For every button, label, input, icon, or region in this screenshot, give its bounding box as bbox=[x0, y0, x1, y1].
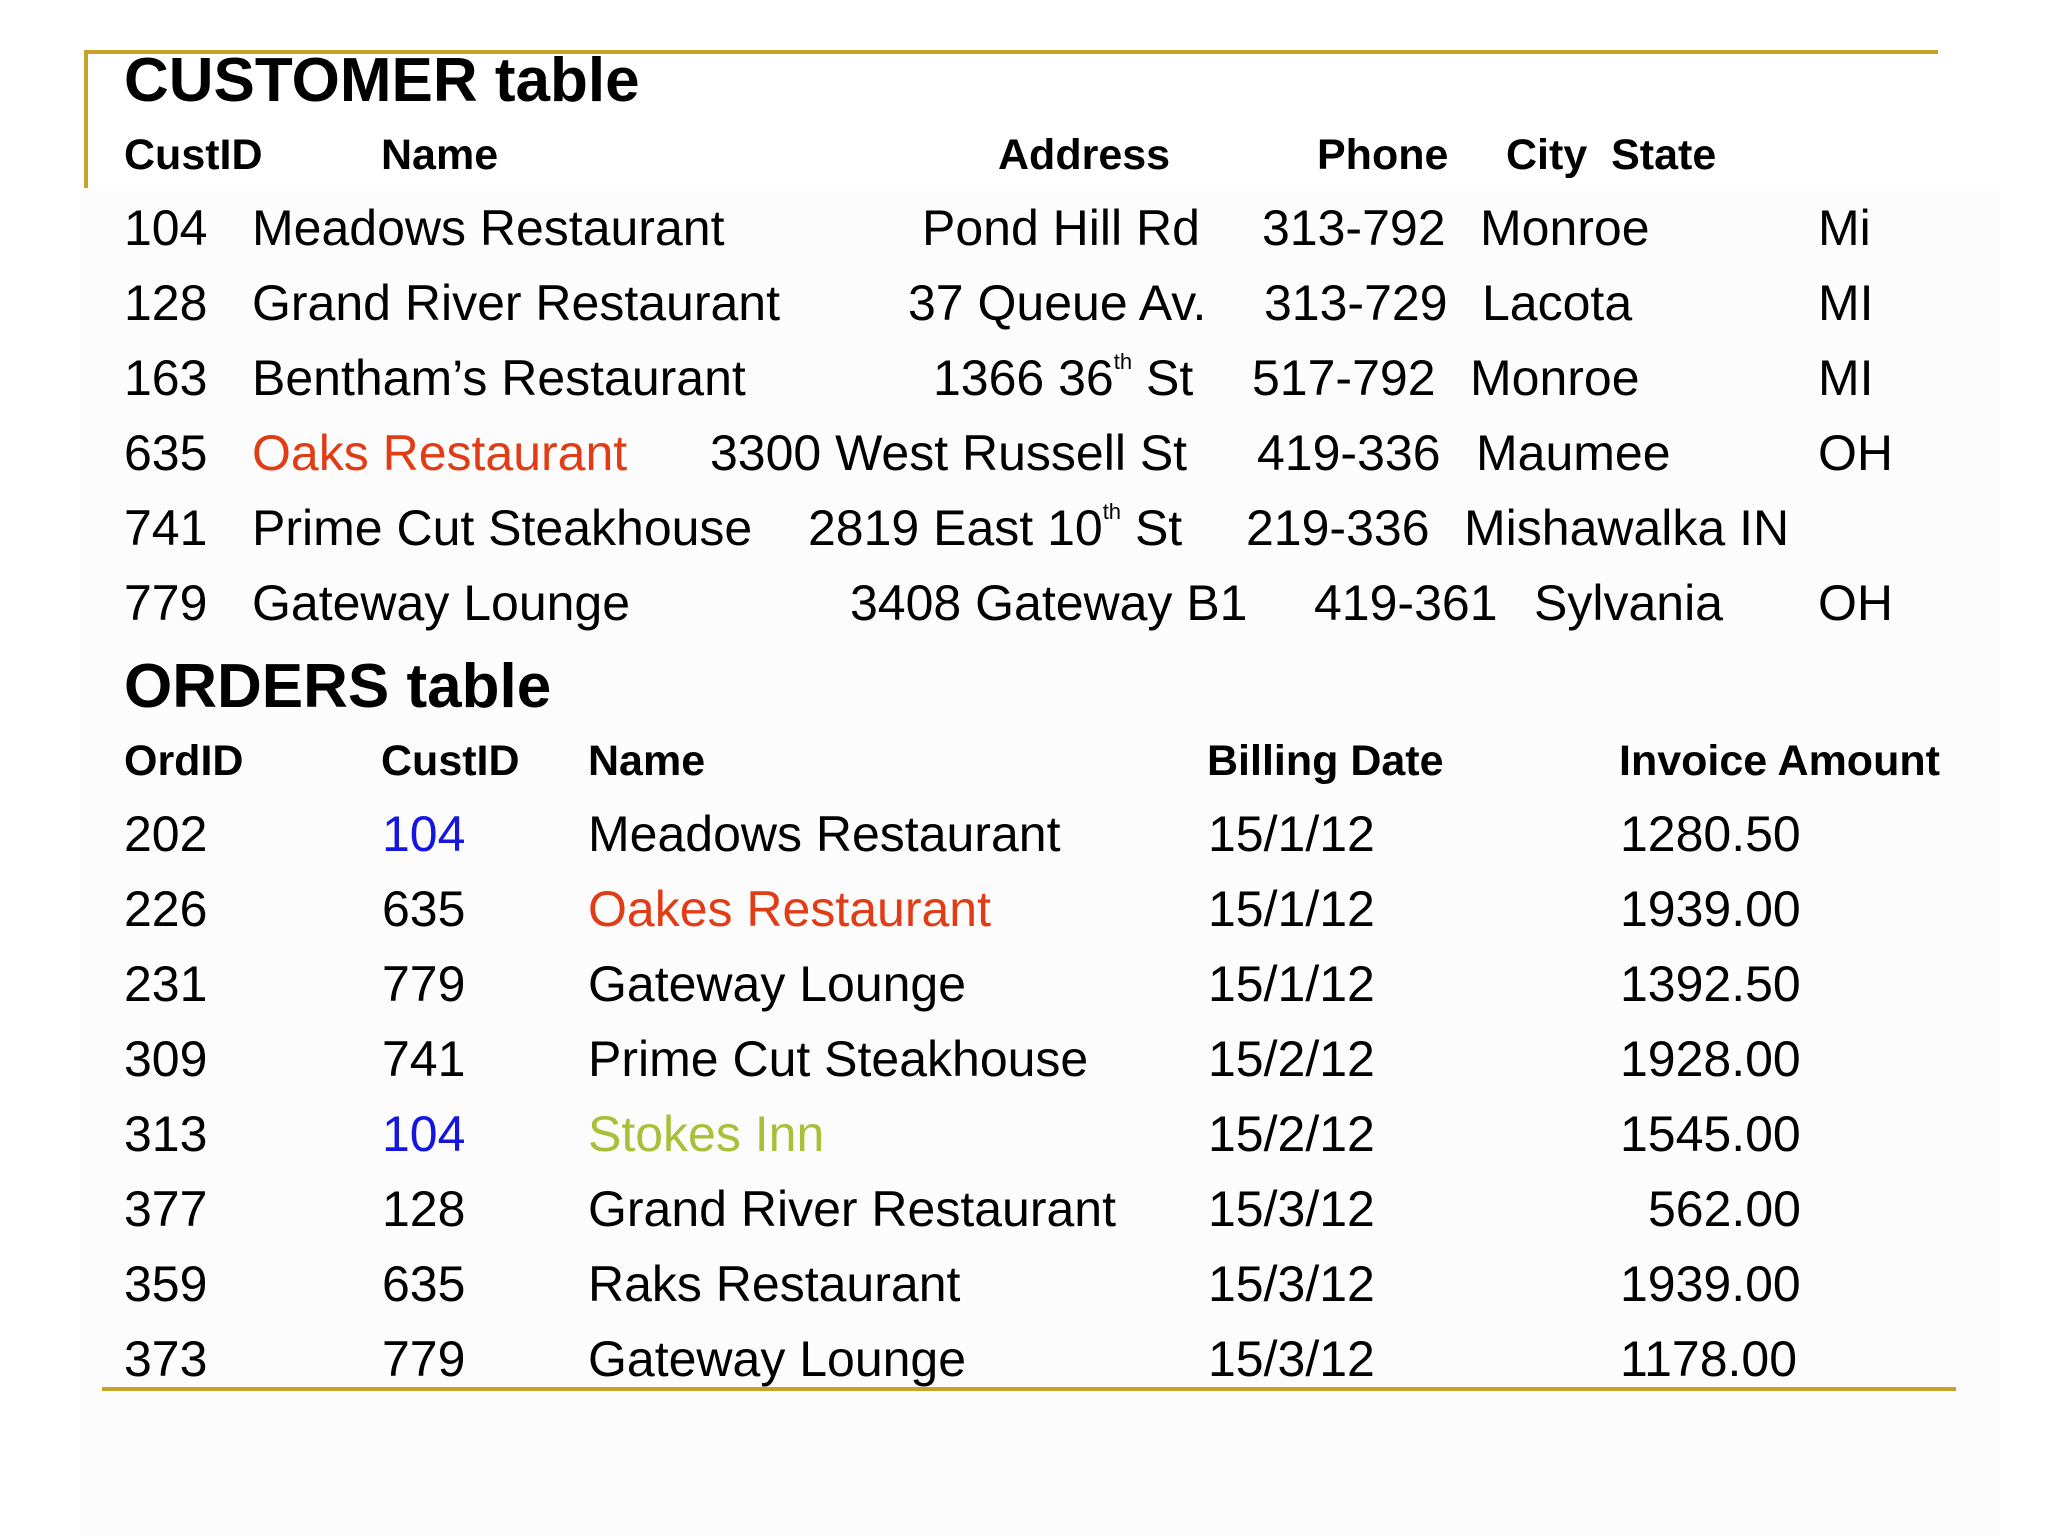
orders-cell-date: 15/1/12 bbox=[1208, 881, 1375, 937]
customer-cell-phone: 219-336 bbox=[1246, 500, 1430, 556]
orders-cell-amount: 1545.00 bbox=[1620, 1106, 1801, 1162]
customer-cell-address: Pond Hill Rd bbox=[922, 200, 1200, 256]
customer-cell-name: Grand River Restaurant bbox=[252, 275, 781, 331]
customer-header-city-state: City State bbox=[1506, 131, 1717, 179]
customer-cell-city: Lacota bbox=[1482, 275, 1633, 331]
orders-cell-ordid: 377 bbox=[124, 1181, 208, 1237]
orders-cell-name: Grand River Restaurant bbox=[588, 1181, 1117, 1237]
customer-cell-custid: 635 bbox=[124, 425, 208, 481]
orders-cell-custid: 635 bbox=[382, 881, 466, 937]
customer-cell-state: OH bbox=[1818, 575, 1893, 631]
customer-cell-city-state: Mishawalka IN bbox=[1464, 500, 1790, 556]
orders-cell-date: 15/3/12 bbox=[1208, 1181, 1375, 1237]
customer-header-name: Name bbox=[381, 131, 499, 179]
address-text: 2819 East 10 bbox=[808, 500, 1103, 556]
orders-header-name: Name bbox=[588, 737, 706, 785]
orders-cell-custid: 128 bbox=[382, 1181, 466, 1237]
orders-header-custid: CustID bbox=[381, 737, 520, 785]
orders-cell-name: Oakes Restaurant bbox=[588, 881, 991, 937]
orders-cell-amount: 1939.00 bbox=[1620, 881, 1801, 937]
customer-cell-state: OH bbox=[1818, 425, 1893, 481]
orders-cell-date: 15/2/12 bbox=[1208, 1106, 1375, 1162]
ordinal-suffix: th bbox=[1113, 349, 1133, 374]
customer-cell-address bbox=[808, 499, 1183, 556]
customer-table-title: CUSTOMER table bbox=[124, 46, 640, 115]
address-text: 1366 36 bbox=[933, 350, 1114, 406]
orders-cell-ordid: 309 bbox=[124, 1031, 208, 1087]
customer-cell-address: 3300 West Russell St bbox=[710, 425, 1188, 481]
orders-cell-ordid: 313 bbox=[124, 1106, 208, 1162]
orders-cell-date: 15/3/12 bbox=[1208, 1331, 1375, 1387]
orders-cell-amount: 562.00 bbox=[1648, 1181, 1801, 1237]
orders-cell-date: 15/3/12 bbox=[1208, 1256, 1375, 1312]
orders-cell-ordid: 373 bbox=[124, 1331, 208, 1387]
left-rule bbox=[84, 50, 88, 188]
orders-cell-name: Gateway Lounge bbox=[588, 956, 967, 1012]
orders-cell-amount: 1280.50 bbox=[1620, 806, 1801, 862]
customer-cell-phone: 419-361 bbox=[1314, 575, 1498, 631]
bottom-rule bbox=[102, 1387, 1956, 1391]
orders-cell-custid: 104 bbox=[382, 806, 466, 862]
customer-cell-address: 37 Queue Av. bbox=[908, 275, 1207, 331]
orders-cell-name: Gateway Lounge bbox=[588, 1331, 967, 1387]
orders-cell-amount: 1392.50 bbox=[1620, 956, 1801, 1012]
orders-header-ordid: OrdID bbox=[124, 737, 244, 785]
customer-cell-name: Meadows Restaurant bbox=[252, 200, 725, 256]
customer-cell-city: Maumee bbox=[1476, 425, 1671, 481]
customer-header-custid: CustID bbox=[124, 131, 263, 179]
orders-cell-custid: 635 bbox=[382, 1256, 466, 1312]
orders-cell-name: Stokes Inn bbox=[588, 1106, 825, 1162]
orders-cell-date: 15/2/12 bbox=[1208, 1031, 1375, 1087]
customer-cell-phone: 419-336 bbox=[1257, 425, 1441, 481]
customer-cell-name: Gateway Lounge bbox=[252, 575, 631, 631]
customer-cell-city: Monroe bbox=[1480, 200, 1650, 256]
customer-cell-phone: 517-792 bbox=[1252, 350, 1436, 406]
customer-cell-name: Oaks Restaurant bbox=[252, 425, 628, 481]
orders-cell-date: 15/1/12 bbox=[1208, 956, 1375, 1012]
customer-cell-name: Prime Cut Steakhouse bbox=[252, 500, 753, 556]
orders-cell-ordid: 202 bbox=[124, 806, 208, 862]
orders-cell-ordid: 231 bbox=[124, 956, 208, 1012]
orders-cell-name: Meadows Restaurant bbox=[588, 806, 1061, 862]
customer-cell-state: Mi bbox=[1818, 200, 1871, 256]
customer-cell-state: MI bbox=[1818, 275, 1874, 331]
customer-cell-custid: 779 bbox=[124, 575, 208, 631]
customer-cell-custid: 741 bbox=[124, 500, 208, 556]
customer-cell-city: Sylvania bbox=[1534, 575, 1723, 631]
orders-header-billing-date: Billing Date bbox=[1207, 737, 1444, 785]
orders-cell-custid: 779 bbox=[382, 956, 466, 1012]
orders-cell-custid: 104 bbox=[382, 1106, 466, 1162]
orders-cell-ordid: 359 bbox=[124, 1256, 208, 1312]
orders-table-title: ORDERS table bbox=[124, 652, 552, 721]
customer-cell-custid: 163 bbox=[124, 350, 208, 406]
customer-cell-phone: 313-792 bbox=[1262, 200, 1446, 256]
customer-cell-name: Bentham’s Restaurant bbox=[252, 350, 746, 406]
orders-cell-custid: 741 bbox=[382, 1031, 466, 1087]
customer-cell-city: Monroe bbox=[1470, 350, 1640, 406]
orders-cell-name: Raks Restaurant bbox=[588, 1256, 961, 1312]
orders-cell-amount: 1939.00 bbox=[1620, 1256, 1801, 1312]
customer-header-phone: Phone bbox=[1317, 131, 1449, 179]
orders-cell-custid: 779 bbox=[382, 1331, 466, 1387]
customer-cell-address bbox=[933, 349, 1194, 406]
orders-cell-amount: 1178.00 bbox=[1620, 1331, 1798, 1387]
customer-cell-phone: 313-729 bbox=[1264, 275, 1448, 331]
customer-cell-address: 3408 Gateway B1 bbox=[850, 575, 1248, 631]
ordinal-suffix: th bbox=[1102, 499, 1122, 524]
orders-header-invoice-amount: Invoice Amount bbox=[1619, 737, 1940, 785]
customer-cell-state: MI bbox=[1818, 350, 1874, 406]
customer-cell-custid: 104 bbox=[124, 200, 208, 256]
orders-cell-ordid: 226 bbox=[124, 881, 208, 937]
orders-cell-name: Prime Cut Steakhouse bbox=[588, 1031, 1089, 1087]
customer-cell-custid: 128 bbox=[124, 275, 208, 331]
orders-cell-amount: 1928.00 bbox=[1620, 1031, 1801, 1087]
orders-cell-date: 15/1/12 bbox=[1208, 806, 1375, 862]
address-text: St bbox=[1132, 350, 1194, 406]
customer-header-address: Address bbox=[998, 131, 1171, 179]
address-text: St bbox=[1121, 500, 1183, 556]
